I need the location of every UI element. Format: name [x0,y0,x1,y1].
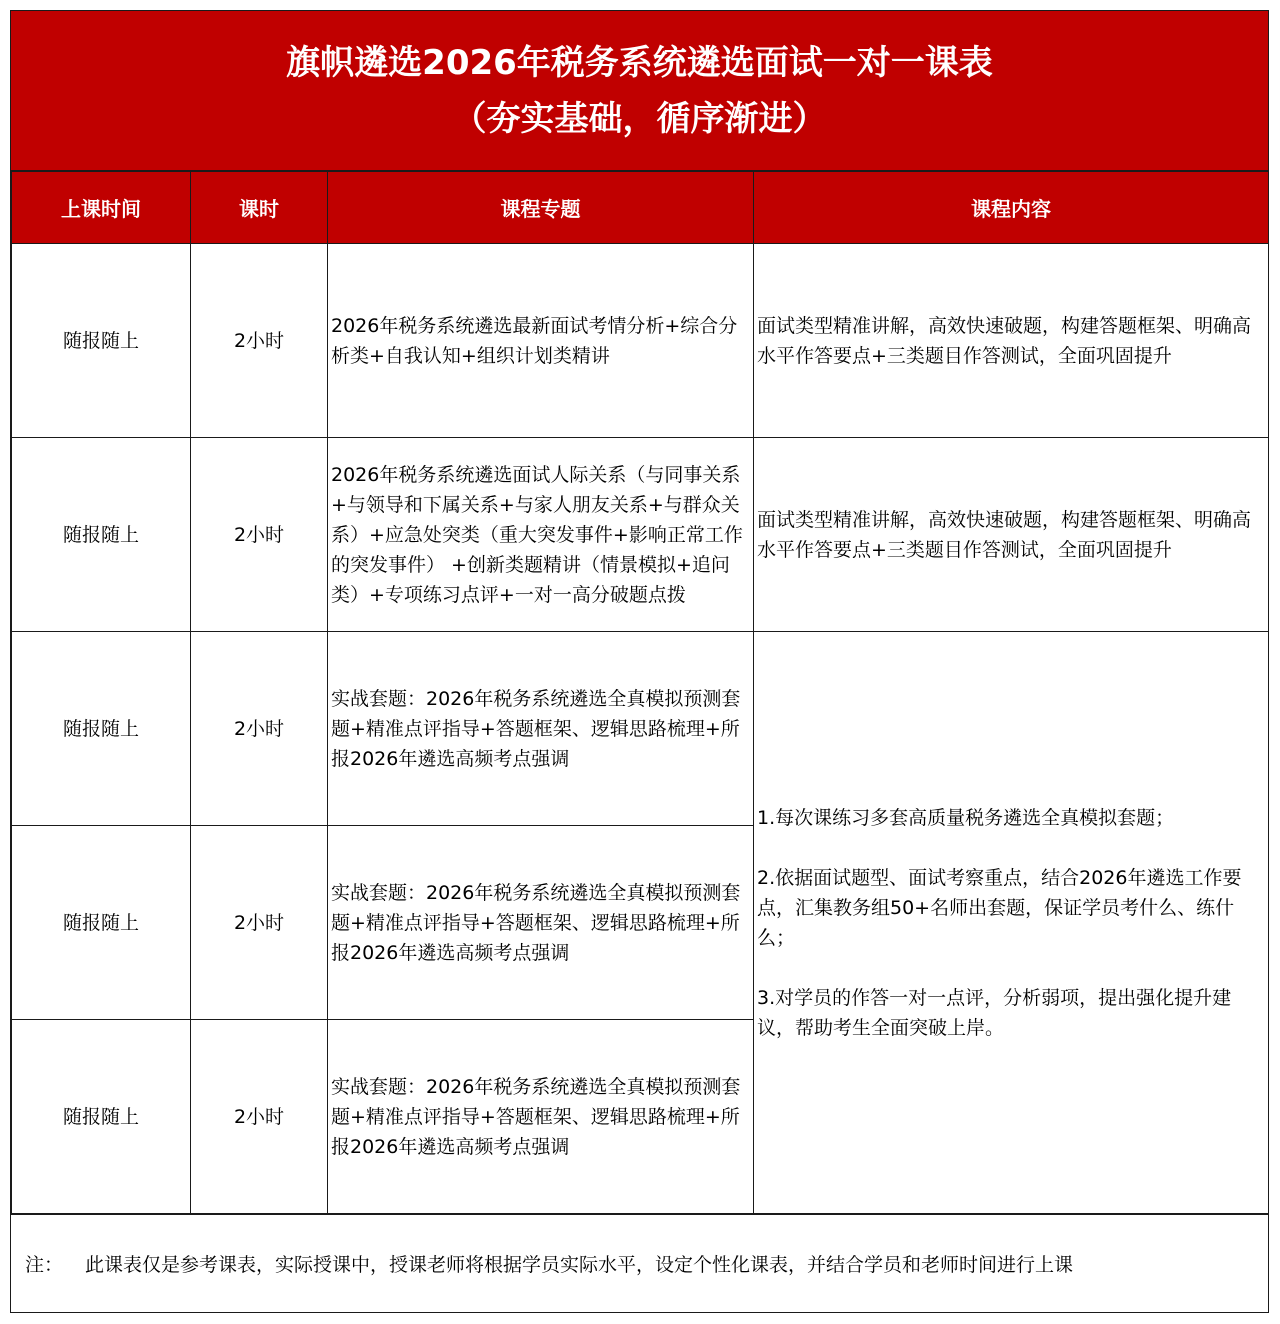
cell-hours: 2小时 [191,826,328,1020]
cell-topic: 2026年税务系统遴选面试人际关系（与同事关系+与领导和下属关系+与家人朋友关系+与群众关系）+应急处突类（重大突发事件+影响正常工作的突发事件） +创新类题精讲（情景模拟+追问类）+专项练习点评+一对一高分破题点拨 [328,438,754,632]
cell-hours: 2小时 [191,632,328,826]
merged-content-point-2: 2.依据面试题型、面试考察重点，结合2026年遴选工作要点，汇集教务组50+名师出套题，保证学员考什么、练什么； [757,866,1242,949]
merged-content-point-3: 3.对学员的作答一对一点评，分析弱项，提出强化提升建议，帮助考生全面突破上岸。 [757,986,1232,1039]
cell-content: 面试类型精准讲解，高效快速破题，构建答题框架、明确高水平作答要点+三类题目作答测试，全面巩固提升 [754,244,1269,438]
cell-topic: 实战套题：2026年税务系统遴选全真模拟预测套题+精准点评指导+答题框架、逻辑思路梳理+所报2026年遴选高频考点强调 [328,826,754,1020]
cell-time: 随报随上 [12,1020,191,1214]
cell-topic: 实战套题：2026年税务系统遴选全真模拟预测套题+精准点评指导+答题框架、逻辑思路梳理+所报2026年遴选高频考点强调 [328,632,754,826]
schedule-sheet [10,10,1269,1313]
header-topic: 课程专题 [328,172,754,244]
cell-merged-content [754,632,1269,1214]
title-line-1: 旗帜遴选2026年税务系统遴选面试一对一课表 [286,42,993,83]
cell-time: 随报随上 [12,438,191,632]
table-row [12,438,1269,632]
cell-topic: 实战套题：2026年税务系统遴选全真模拟预测套题+精准点评指导+答题框架、逻辑思路梳理+所报2026年遴选高频考点强调 [328,1020,754,1214]
header-content: 课程内容 [754,172,1269,244]
footnote-label: 注： [25,1254,64,1276]
cell-hours: 2小时 [191,244,328,438]
cell-time: 随报随上 [12,244,191,438]
title-banner [11,11,1268,171]
cell-time: 随报随上 [12,632,191,826]
cell-content: 面试类型精准讲解，高效快速破题，构建答题框架、明确高水平作答要点+三类题目作答测试，全面巩固提升 [754,438,1269,632]
header-time: 上课时间 [12,172,191,244]
table-header-row [12,172,1269,244]
cell-hours: 2小时 [191,438,328,632]
title-line-2: （夯实基础，循序渐进） [452,98,827,139]
header-hours: 课时 [191,172,328,244]
cell-hours: 2小时 [191,1020,328,1214]
merged-content-point-1: 1.每次课练习多套高质量税务遴选全真模拟套题； [757,806,1175,829]
table-row [12,632,1269,826]
table-row [12,244,1269,438]
cell-topic: 2026年税务系统遴选最新面试考情分析+综合分析类+自我认知+组织计划类精讲 [328,244,754,438]
cell-time: 随报随上 [12,826,191,1020]
footnote-text: 此课表仅是参考课表，实际授课中，授课老师将根据学员实际水平，设定个性化课表，并结合学员和老师时间进行上课 [85,1254,1074,1276]
footnote [11,1214,1268,1312]
schedule-table [11,171,1269,1214]
